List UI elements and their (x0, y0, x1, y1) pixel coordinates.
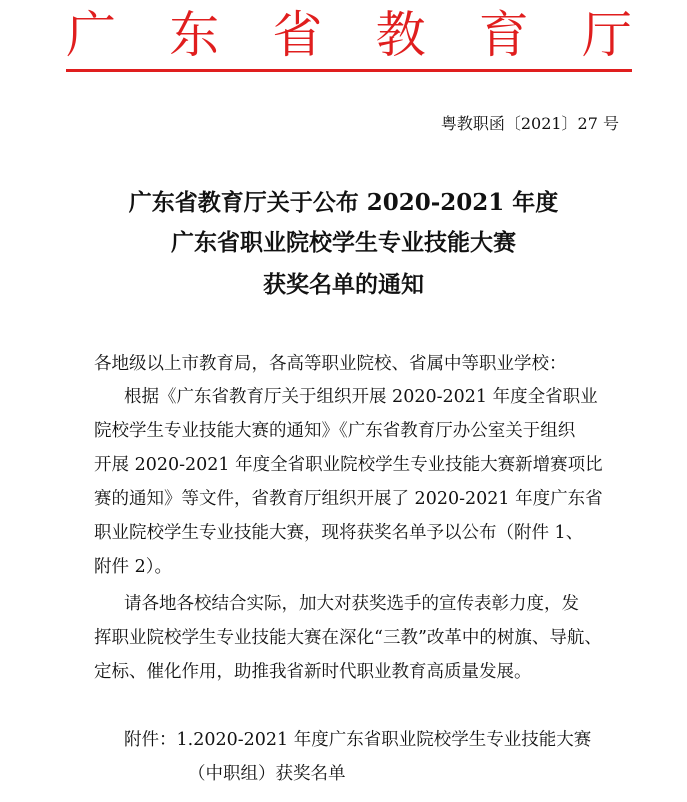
body-line: 请各地各校结合实际，加大对获奖选手的宣传表彰力度，发 (124, 594, 579, 614)
letterhead-char: 东 (169, 6, 220, 64)
body-line: 附件 2）。 (94, 557, 172, 577)
salutation: 各地级以上市教育局，各高等职业院校、省属中等职业学校： (94, 354, 567, 374)
attachment-line: （中职组）获奖名单 (188, 764, 346, 784)
letterhead-char: 育 (478, 6, 529, 64)
body-line: 赛的通知》等文件，省教育厅组织开展了 2020-2021 年度广东省 (94, 489, 603, 509)
body-line: 院校学生专业技能大赛的通知》《广东省教育厅办公室关于组织 (94, 421, 576, 441)
body-line: 定标、催化作用，助推我省新时代职业教育高质量发展。 (94, 662, 532, 682)
title-line-1: 广东省教育厅关于公布 2020-2021 年度 (128, 189, 559, 216)
attachment-line: 附件：1.2020-2021 年度广东省职业院校学生专业技能大赛 (124, 730, 592, 750)
title-line-2: 广东省职业院校学生专业技能大赛 (171, 229, 516, 256)
letterhead (66, 4, 632, 66)
letterhead-char: 省 (272, 6, 323, 64)
letterhead-char: 教 (375, 6, 426, 64)
letterhead-char: 广 (66, 6, 116, 64)
body-line: 开展 2020-2021 年度全省职业院校学生专业技能大赛新增赛项比 (94, 455, 603, 475)
document-number: 粤教职函〔2021〕27 号 (440, 114, 619, 133)
letterhead-char: 厅 (581, 6, 632, 64)
body-line: 职业院校学生专业技能大赛，现将获奖名单予以公布（附件 1、 (94, 523, 584, 543)
letterhead-divider (66, 69, 632, 72)
body-line: 根据《广东省教育厅关于组织开展 2020-2021 年度全省职业 (124, 387, 598, 407)
body-line: 挥职业院校学生专业技能大赛在深化“三教”改革中的树旗、导航、 (94, 628, 602, 648)
title-line-3: 获奖名单的通知 (263, 271, 424, 298)
